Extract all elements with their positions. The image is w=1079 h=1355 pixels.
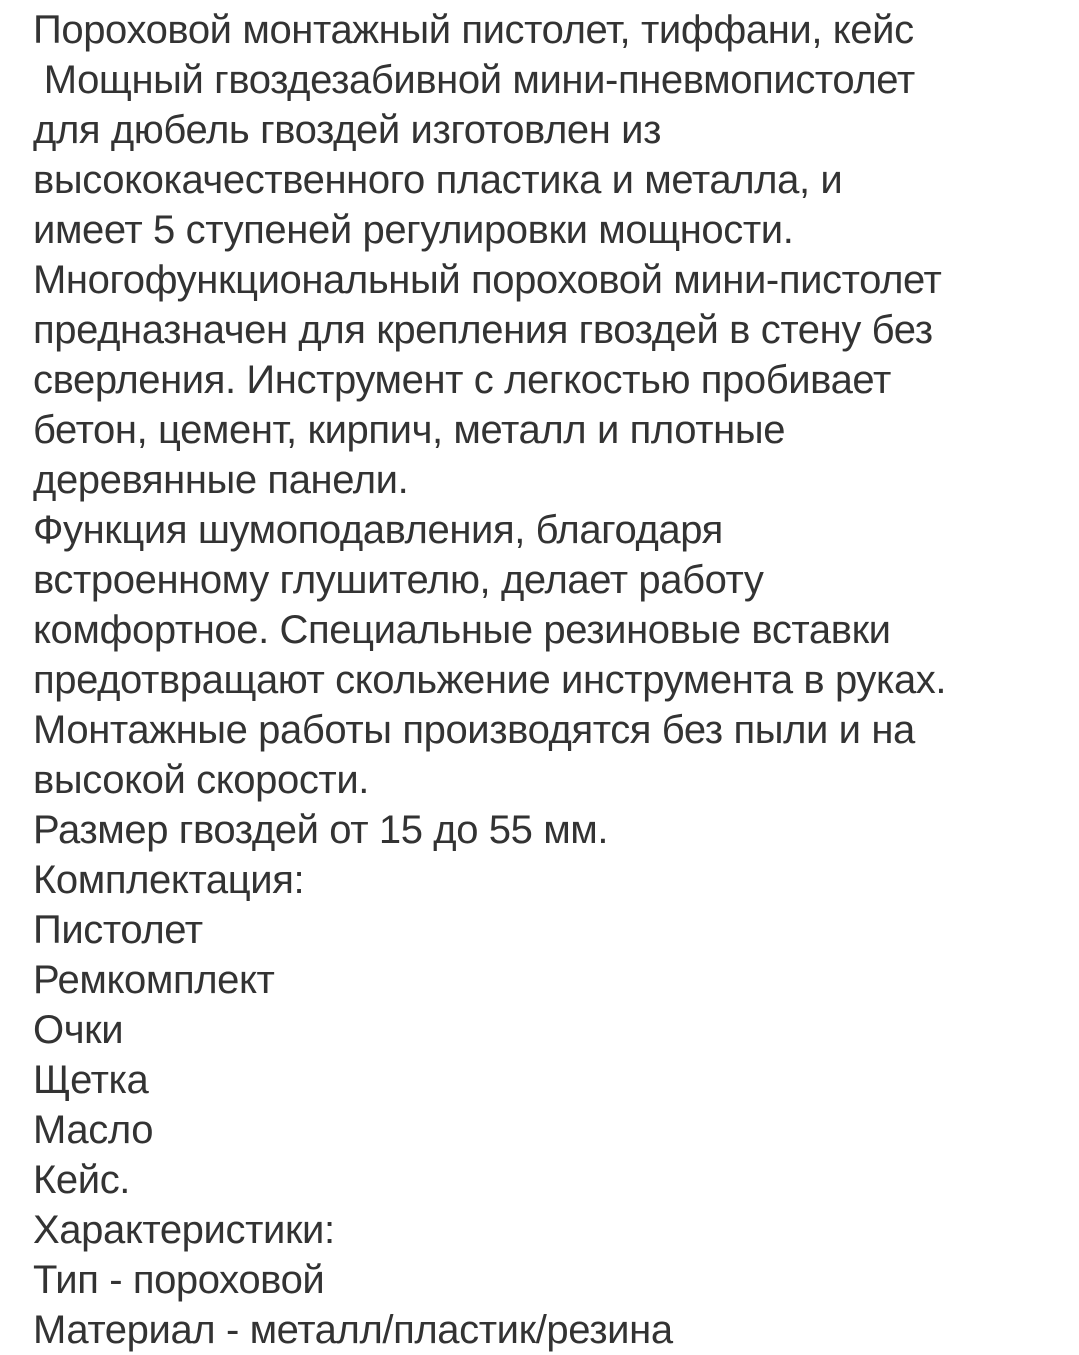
text-line: Размер гвоздей от 15 до 55 мм. [33, 808, 609, 852]
text-line: сверления. Инструмент с легкостью пробивает [33, 358, 891, 402]
text-line: для дюбель гвоздей изготовлен из [33, 108, 662, 152]
text-line: высококачественного пластика и металла, и [33, 158, 843, 202]
text-line: имеет 5 ступеней регулировки мощности. [33, 208, 794, 252]
text-line: Многофункциональный пороховой мини-пистолет [33, 258, 942, 302]
text-line: Мощный гвоздезабивной мини-пневмопистолет [33, 58, 915, 102]
text-line: Очки [33, 1008, 124, 1052]
text-line: Тип - пороховой [33, 1258, 325, 1302]
text-line: Пистолет [33, 908, 203, 952]
text-line: Комплектация: [33, 858, 305, 902]
text-line: Кейс. [33, 1158, 131, 1202]
text-line: Пороховой монтажный пистолет, тиффани, кейс [33, 8, 914, 52]
text-line: комфортное. Специальные резиновые вставки [33, 608, 891, 652]
text-line: предназначен для крепления гвоздей в стену без [33, 308, 933, 352]
text-line: деревянные панели. [33, 458, 409, 502]
text-line: Щетка [33, 1058, 149, 1102]
text-line: предотвращают скольжение инструмента в руках. [33, 658, 947, 702]
text-line: Материал - металл/пластик/резина [33, 1308, 673, 1352]
text-line: встроенному глушителю, делает работу [33, 558, 764, 602]
text-line: Характеристики: [33, 1208, 335, 1252]
text-line: Ремкомплект [33, 958, 275, 1002]
text-line: Функция шумоподавления, благодаря [33, 508, 723, 552]
text-line: бетон, цемент, кирпич, металл и плотные [33, 408, 786, 452]
text-line: Монтажные работы производятся без пыли и на [33, 708, 915, 752]
text-line: Масло [33, 1108, 154, 1152]
text-line: высокой скорости. [33, 758, 370, 802]
